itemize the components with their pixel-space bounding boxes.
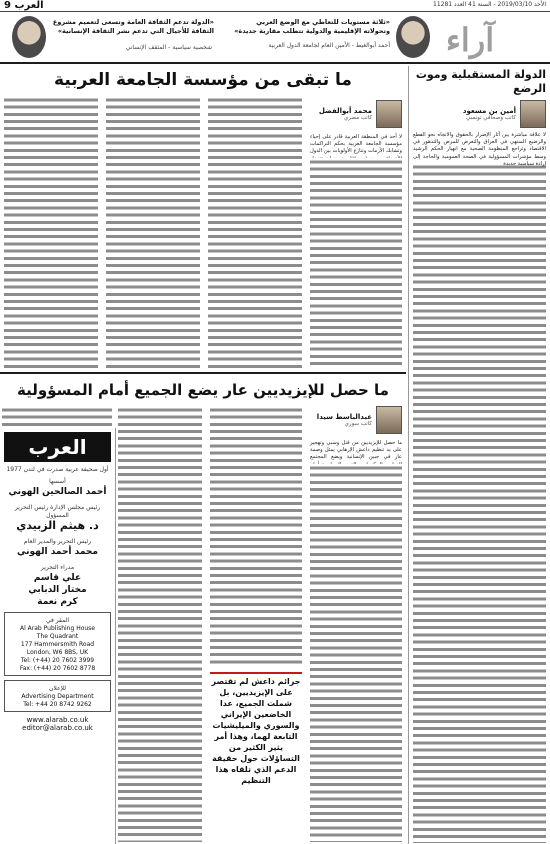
- website-link[interactable]: www.alarab.co.uk: [26, 716, 89, 724]
- telephone: Tel: (+44) 20 7602 3999: [20, 657, 95, 664]
- top-bar: [0, 0, 550, 12]
- manager-name: كرم نعمة: [37, 597, 78, 607]
- column-4: [4, 96, 98, 368]
- publisher-building: The Quadrant: [36, 633, 79, 640]
- right-article: [408, 66, 550, 844]
- author-name: محمد أبوالفضل: [318, 107, 372, 115]
- article-lead: لا علاقة مباشرة بين آثار الإضرار بالحقوق والاتجاه نحو القطع والرضيع المنتهي في العراق والتعرض للمرض والتدهور في الاقتصاد وتراجع المنظومة الصحية مع انهيار الحكم الرشيد وسط مؤشرات المسؤولية في الصحة العمومية والحاجة إلى إرادة سياسية جديدة: [413, 132, 546, 167]
- ads-telephone: Tel: +44 20 8742 9262: [23, 701, 92, 708]
- hq-label: المقر في: [45, 617, 70, 624]
- article-lead: لا أحد في المنطقة العربية قادر على إحياء مؤسسة الجامعة العربية بحكم التراكمات وتشابك الأزمات وتنازع الأولويات بين الدول: [310, 134, 402, 155]
- author-name: عبدالباسط سيدا: [316, 413, 372, 421]
- ads-box: [4, 680, 111, 712]
- fax: Fax: (+44) 20 7602 8778: [19, 665, 96, 672]
- author-photo: [376, 100, 402, 128]
- column-1: [310, 158, 402, 368]
- dateline: الأحد 2019/03/10 - السنة 41 العدد 11281: [433, 1, 546, 8]
- article-headline: ما تبقى من مؤسسة الجامعة العربية: [54, 70, 352, 90]
- address: 177 Hammersmith Road: [20, 641, 95, 648]
- column-2: [210, 406, 302, 666]
- founder-label: أسسها: [49, 478, 66, 485]
- author-photo: [520, 100, 546, 128]
- column-4-top: [2, 406, 112, 426]
- page-logo: العرب 9: [4, 0, 44, 11]
- article-body-lines: [413, 163, 546, 843]
- upper-article: [0, 66, 406, 371]
- column-2: [208, 96, 302, 368]
- city: London, W6 8BS, UK: [26, 649, 89, 656]
- pull-quote: جرائم داعش لم تقتصر على الإيزيديين، بل شملت الجميع، عدا الخاضعين الإيراني والسوري والميليشيات التابعة لهما، وهذا أمر يثير الكثير من التساؤلات حول حقيقة الدعم الذي تلقاه هذا التنظيم: [210, 672, 302, 786]
- portrait-photo: [396, 16, 430, 58]
- chair-label: رئيس مجلس الإدارة رئيس التحرير المسؤول: [14, 504, 101, 519]
- email-link[interactable]: editor@alarab.co.uk: [22, 724, 93, 732]
- author-photo: [376, 406, 402, 434]
- header-quote-right: [225, 16, 430, 60]
- article-title: الدولة المستقبلية وموت الرضع: [415, 68, 546, 95]
- author-role: كاتب سوري: [344, 421, 372, 427]
- masthead-box: [0, 428, 116, 844]
- header-quote-left: [6, 16, 216, 60]
- article-lead: ما حصل للإيزيديين من قتل وسبي وتهجير على يد تنظيم داعش الإرهابي يمثل وصمة عار في جبين الإنسانية ويضع المجتمع: [310, 440, 402, 461]
- author-role: كاتب وصحافي تونسي: [466, 115, 516, 121]
- address-box: [4, 612, 111, 676]
- managers-label: مدراء التحرير: [40, 564, 75, 571]
- ads-department: Advertising Department: [21, 693, 94, 700]
- chair-name: د. هيثم الزبيدي: [16, 519, 99, 532]
- portrait-photo: [12, 16, 46, 58]
- founder-name: أحمد الصالحين الهوني: [8, 487, 107, 497]
- column-1: [310, 464, 402, 842]
- editor-name: محمد أحمد الهوني: [17, 547, 98, 557]
- ads-label: للإعلان: [49, 685, 66, 692]
- column-3: [118, 406, 202, 842]
- quote-text: «الدولة تدعم الثقافة العامة وتسعى لتعميم مشروع الثقافة للأجيال التي تدعم نشر الثقافة الإنسانية»: [52, 18, 214, 35]
- publisher: Al Arab Publishing House: [19, 625, 96, 632]
- founded-note: أول صحيفة عربية صدرت في لندن 1977: [6, 466, 109, 473]
- editor-label: رئيس التحرير والمدير العام: [23, 538, 92, 545]
- manager-name: مختار الدبابي: [28, 585, 87, 595]
- author-name: أمين بن مسعود: [462, 107, 516, 115]
- manager-name: علي قاسم: [33, 573, 82, 583]
- author-role: كاتب مصري: [343, 115, 372, 121]
- article-byline: [413, 100, 546, 128]
- quote-text: «ثلاثة مستويات للتعاطي مع الوضع العربي وتحولاته الإقليمية والدولية تتطلب مقاربة جديدة»: [234, 18, 390, 35]
- section-title: آراء: [445, 21, 495, 59]
- quote-byline: أحمد أبوالغيط - الأمين العام لجامعة الدول العربية: [268, 42, 390, 49]
- quote-byline: شخصية سياسية - المثقف الإنساني: [125, 44, 212, 51]
- article-headline: ما حصل للإيزيديين عار يضع الجميع أمام المسؤولية: [17, 381, 389, 399]
- column-3: [106, 96, 200, 368]
- section-header: [0, 12, 550, 64]
- masthead-logo: العرب: [4, 432, 111, 462]
